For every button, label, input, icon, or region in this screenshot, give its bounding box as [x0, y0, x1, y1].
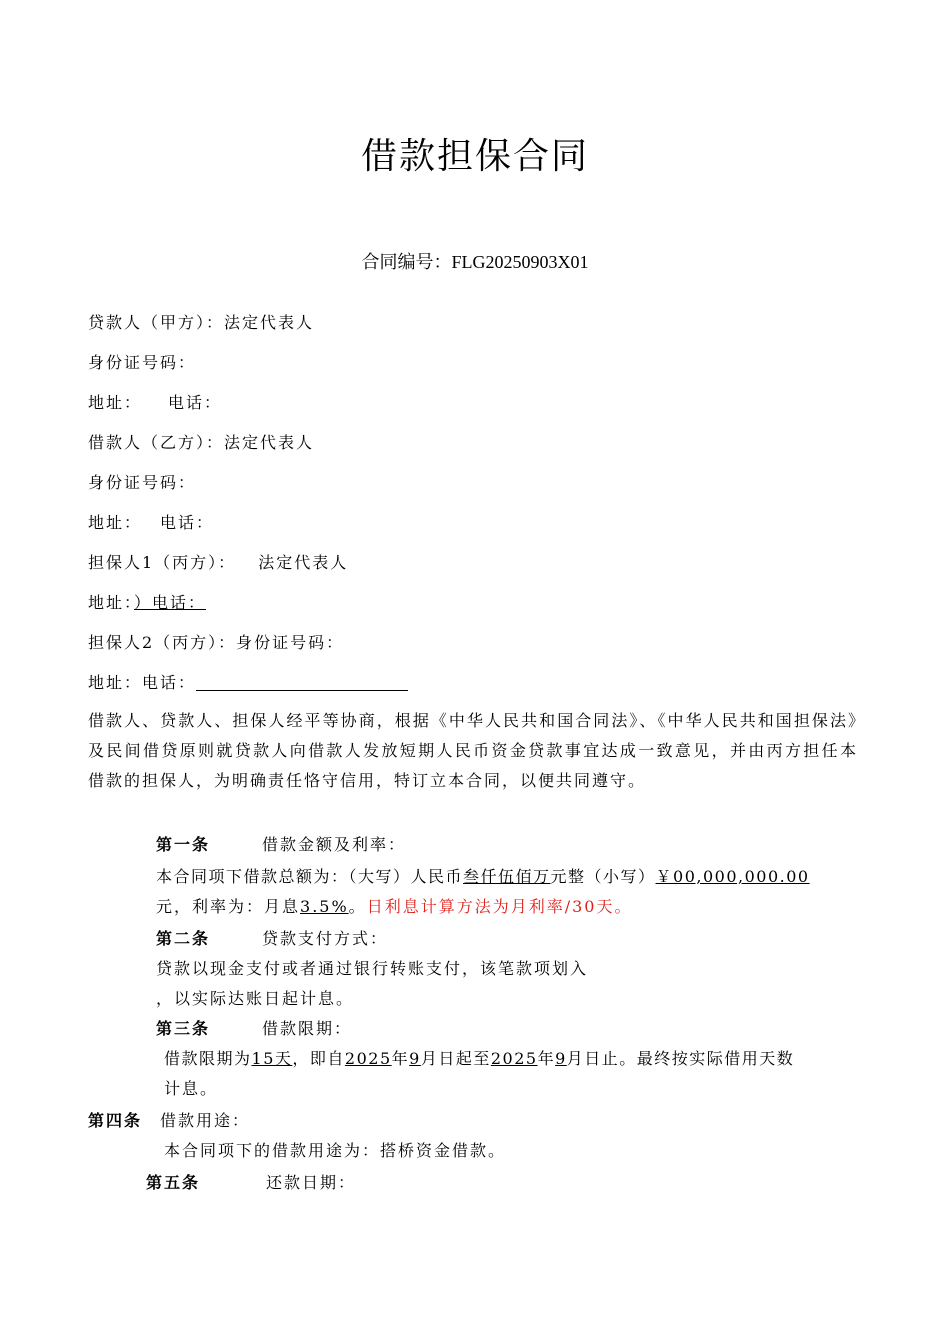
article-1-label: 第一条 — [156, 835, 211, 854]
start-month: 9 — [409, 1049, 421, 1068]
guarantor1-address-label: 地址： — [88, 593, 135, 612]
term-text-4: 月日止。最终按实际借用天数 — [566, 1049, 795, 1068]
article-1-amount-line — [156, 864, 810, 887]
article-4-line-1: 本合同项下的借款用途为：搭桥资金借款。 — [164, 1141, 507, 1160]
term-text-2: ，即自 — [292, 1049, 345, 1068]
document-title: 借款担保合同 — [360, 136, 589, 177]
guarantor1-phone-label: 电话： — [152, 593, 207, 612]
article-4-title: 借款用途： — [160, 1111, 251, 1130]
lender-address-line — [88, 390, 222, 413]
borrower-phone-label: 电话： — [160, 513, 215, 532]
guarantor1-label: 担保人1（丙方）： — [88, 553, 237, 572]
article-3-line-1 — [164, 1046, 794, 1069]
guarantor1-address-line — [88, 590, 206, 613]
article-3-line-2: 计息。 — [164, 1079, 219, 1098]
article-1-rate-line — [156, 894, 632, 917]
guarantor2-address-line — [88, 670, 408, 693]
phone-blank — [196, 672, 408, 691]
article-1-title: 借款金额及利率： — [262, 835, 407, 854]
borrower-id-line: 身份证号码： — [88, 473, 197, 492]
article-5-label: 第五条 — [146, 1173, 201, 1192]
lender-phone-label: 电话： — [168, 393, 223, 412]
article-2-line-1: 贷款以现金支付或者通过银行转账支付，该笔款项划入 — [156, 959, 589, 978]
end-year: 2025 — [490, 1049, 538, 1068]
year-char-1: 年 — [391, 1049, 410, 1068]
article-3-heading — [156, 1016, 352, 1039]
article-2-title: 贷款支付方式： — [262, 929, 389, 948]
article-3-label: 第三条 — [156, 1019, 211, 1038]
end-month: 9 — [555, 1049, 567, 1068]
borrower-line: 借款人（乙方）：法定代表人 — [88, 433, 315, 452]
lender-line: 贷款人（甲方）：法定代表人 — [88, 313, 315, 332]
article-3-title: 借款限期： — [262, 1019, 353, 1038]
borrower-address-label: 地址： — [88, 513, 143, 532]
term-text: 借款限期为 — [164, 1049, 252, 1068]
guarantor2-address-phone-label: 地址：电话： — [88, 673, 197, 692]
article-2-heading — [156, 926, 388, 949]
rate-text: 元，利率为：月息 — [156, 897, 301, 916]
start-year: 2025 — [344, 1049, 392, 1068]
article-2-label: 第二条 — [156, 929, 211, 948]
amount-uppercase: 叁仟伍佰万 — [463, 867, 551, 886]
preamble-paragraph: 借款人、贷款人、担保人经平等协商，根据《中华人民共和国合同法》、《中华人民共和国担保法》及民间借贷原则就贷款人向借款人发放短期人民币资金贷款事宜达成一致意见，并由丙方担任本借款的担保人，为明确责任恪守信用，特订立本合同，以便共同遵守。 — [88, 711, 858, 790]
article-4-heading — [88, 1108, 250, 1131]
guarantor1-representative: 法定代表人 — [258, 553, 349, 572]
amount-text-2: 元整（小写） — [550, 867, 656, 886]
article-1-heading — [156, 832, 406, 855]
lender-id-line: 身份证号码： — [88, 353, 197, 372]
amount-number: ￥00,000,000.00 — [655, 867, 810, 886]
rate-period: 。 — [348, 897, 367, 916]
borrower-address-line — [88, 510, 214, 533]
contract-number: 合同编号：FLG20250903X01 — [361, 252, 589, 272]
term-text-3: 月日起至 — [420, 1049, 491, 1068]
guarantor1-paren: ） — [134, 593, 153, 612]
amount-text: 本合同项下借款总额为：（大写）人民币 — [156, 867, 464, 886]
guarantor2-line: 担保人2（丙方）：身份证号码： — [88, 633, 345, 652]
rate-value: 3.5% — [300, 897, 349, 916]
article-5-heading — [146, 1170, 356, 1193]
article-2-line-2: ，以实际达账日起计息。 — [156, 989, 355, 1008]
lender-address-label: 地址： — [88, 393, 143, 412]
guarantor1-line — [88, 550, 348, 573]
article-5-title: 还款日期： — [266, 1173, 357, 1192]
term-days: 15天 — [251, 1049, 293, 1068]
interest-calc-note: 日利息计算方法为月利率/30天。 — [366, 897, 633, 916]
year-char-2: 年 — [537, 1049, 556, 1068]
article-4-label: 第四条 — [88, 1111, 143, 1130]
